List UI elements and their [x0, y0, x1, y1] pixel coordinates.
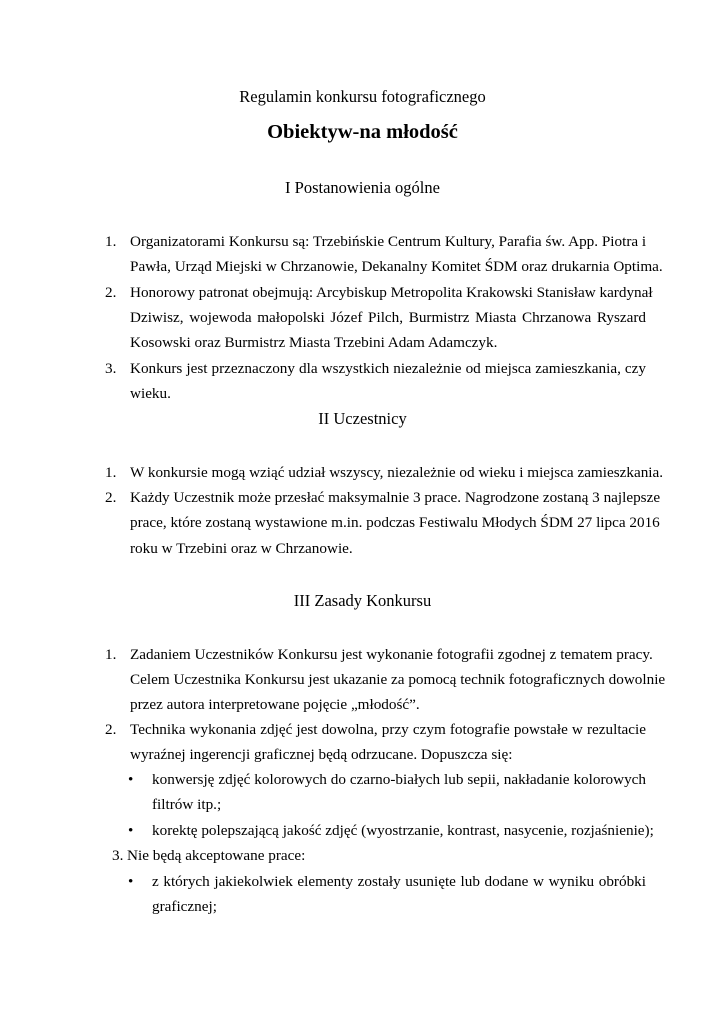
- bullet-text-line: z których jakiekolwiek elementy zostały usunięte lub dodane w wyniku obróbki: [152, 873, 646, 890]
- section-heading-rules: III Zasady Konkursu: [293, 591, 432, 610]
- item-number: 1.: [105, 464, 117, 481]
- item-text-line: Nie będą akceptowane prace:: [127, 847, 306, 864]
- item-text-line: Technika wykonania zdjęć jest dowolna, przy czym fotografie powstałe w rezultacie: [130, 721, 646, 738]
- bullet-text-line: filtrów itp.;: [152, 796, 222, 813]
- item-text-line: prace, które zostaną wystawione m.in. podczas Festiwalu Młodych ŚDM 27 lipca 2016: [130, 514, 660, 531]
- item-text-line: Honorowy patronat obejmują: Arcybiskup Metropolita Krakowski Stanisław kardynał: [130, 284, 653, 301]
- bullet-text-line: graficznej;: [152, 898, 217, 915]
- item-text-line: W konkursie mogą wziąć udział wszyscy, niezależnie od wieku i miejsca zamieszkania.: [130, 464, 664, 481]
- item-text-line: Dziwisz, wojewoda małopolski Józef Pilch, Burmistrz Miasta Chrzanowa Ryszard: [130, 309, 646, 326]
- item-text-line: roku w Trzebini oraz w Chrzanowie.: [130, 540, 353, 557]
- item-number: 2.: [105, 721, 117, 738]
- item-number: 2.: [105, 284, 117, 301]
- item-number: 1.: [105, 646, 117, 663]
- item-text-line: wieku.: [130, 385, 171, 402]
- item-number: 3.: [112, 847, 124, 864]
- bullet-symbol: •: [128, 822, 134, 839]
- document-title: Obiektyw-na młodość: [267, 121, 458, 143]
- item-text-line: Kosowski oraz Burmistrz Miasta Trzebini Adam Adamczyk.: [130, 334, 498, 351]
- bullet-text-line: konwersję zdjęć kolorowych do czarno-białych lub sepii, nakładanie kolorowych: [152, 771, 646, 788]
- item-text-line: Celem Uczestnika Konkursu jest ukazanie za pomocą technik fotograficznych dowolnie: [130, 671, 666, 688]
- document-subtitle: Regulamin konkursu fotograficznego: [239, 87, 486, 106]
- item-text-line: Zadaniem Uczestników Konkursu jest wykonanie fotografii zgodnej z tematem pracy.: [130, 646, 653, 663]
- item-text-line: Każdy Uczestnik może przesłać maksymalnie 3 prace. Nagrodzone zostaną 3 najlepsze: [130, 489, 661, 506]
- section-heading-general: I Postanowienia ogólne: [285, 178, 440, 197]
- item-text-line: wyraźnej ingerencji graficznej będą odrzucane. Dopuszcza się:: [130, 746, 513, 763]
- item-number: 2.: [105, 489, 117, 506]
- bullet-text-line: korektę polepszającą jakość zdjęć (wyostrzanie, kontrast, nasycenie, rozjaśnienie);: [152, 822, 654, 839]
- section-heading-participants: II Uczestnicy: [318, 409, 407, 428]
- item-text-line: przez autora interpretowane pojęcie „młodość”.: [130, 696, 420, 713]
- item-text-line: Konkurs jest przeznaczony dla wszystkich niezależnie od miejsca zamieszkania, czy: [130, 360, 646, 377]
- item-number: 3.: [105, 360, 117, 377]
- bullet-symbol: •: [128, 873, 134, 890]
- item-text-line: Organizatorami Konkursu są: Trzebińskie Centrum Kultury, Parafia św. App. Piotra i: [130, 233, 647, 250]
- item-text-line: Pawła, Urząd Miejski w Chrzanowie, Dekanalny Komitet ŚDM oraz drukarnia Optima.: [130, 258, 663, 275]
- item-number: 1.: [105, 233, 117, 250]
- bullet-symbol: •: [128, 771, 134, 788]
